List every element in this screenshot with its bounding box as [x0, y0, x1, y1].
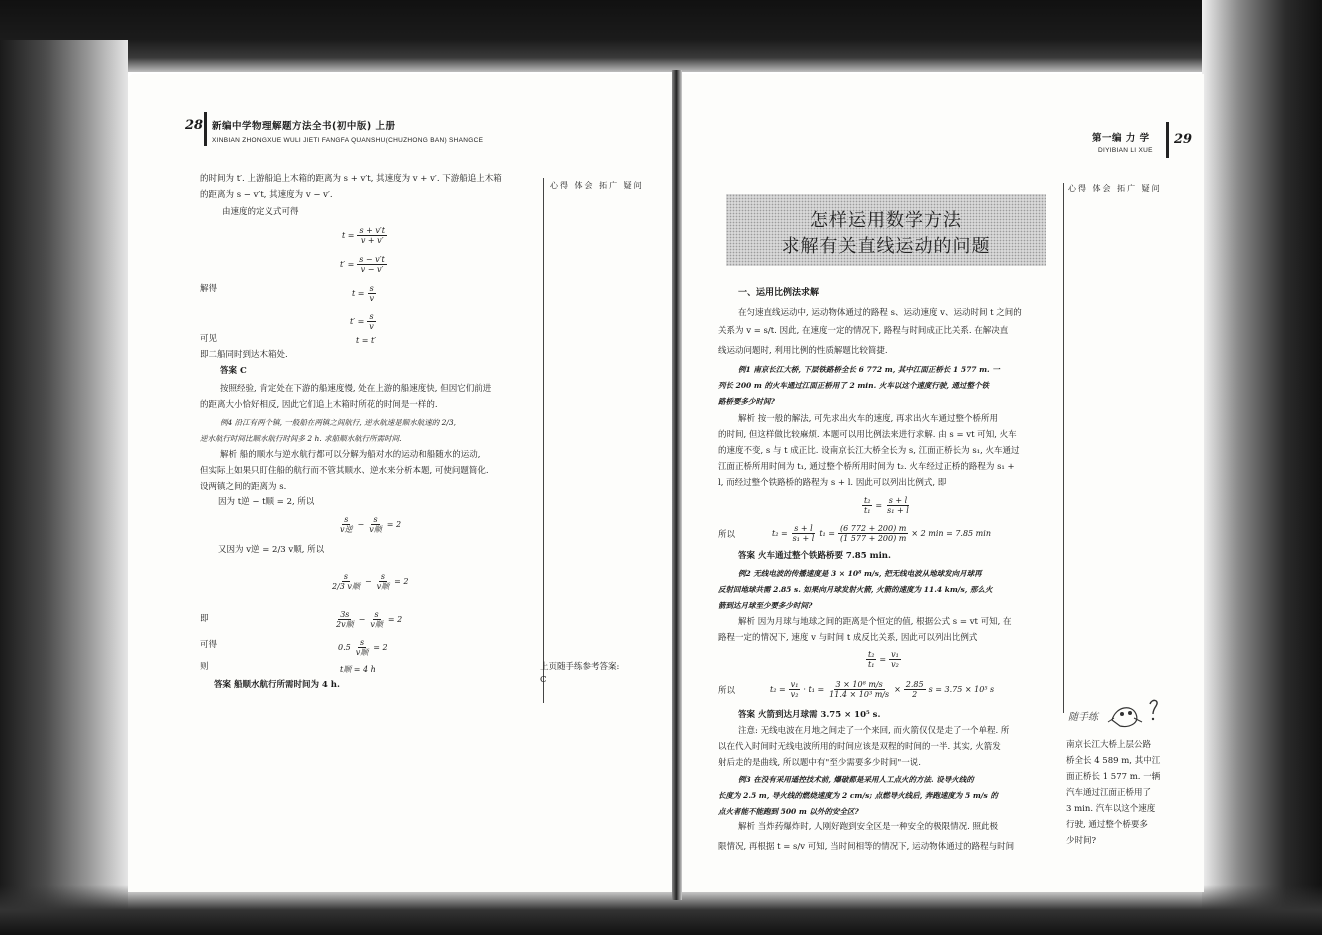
- equation-6: $\frac{s}{\text{v逆}}$ − $\frac{s}{\text{v顺}}$ = 2: [340, 515, 402, 534]
- text-line: 但实际上如果只盯住船的航行而不管其顺水、逆水来分析本题, 可使问题简化.: [200, 466, 489, 476]
- right-page-number: 29: [1174, 132, 1193, 147]
- answer-line: 答案 船顺水航行所需时间为 4 h.: [214, 680, 340, 690]
- equation-r2: t₂ = $\frac{s + l}{\text{s₁ + l}}$ t₁ = $\frac{(6 772 + 200) m}{(1 577 + 200) m}$ × 2 min = 7.85 min: [772, 524, 991, 543]
- practice-label: 随手练: [1068, 712, 1098, 723]
- text-line: 因为 t逆 − t顺 = 2, 所以: [218, 497, 315, 507]
- text-line: 的时间, 但这样做比较麻烦. 本题可以用比例法来进行求解. 由 s = vt 可知, 火车: [718, 430, 1017, 440]
- equation-10: t顺 = 4 h: [340, 665, 376, 674]
- answer-line: 答案 火车通过整个铁路桥要 7.85 min.: [738, 551, 891, 561]
- text-line: 在匀速直线运动中, 运动物体通过的路程 s、运动速度 v、运动时间 t 之间的: [738, 308, 1022, 318]
- equation-4: t′ = $\frac{s}{v}$: [350, 312, 374, 331]
- text-line: 的速度不变, s 与 t 成正比. 设南京长江大桥全长为 s, 江面正桥长为 s₁, 火车通过: [718, 446, 1020, 456]
- example-line: 反射回地球共需 2.85 s. 如果向月球发射火箭, 火箭的速度为 11.4 km/s, 那么火: [718, 585, 993, 594]
- text-line: 的距离为 s − v′t, 其速度为 v − v′.: [200, 190, 333, 200]
- text-line: 解得: [200, 284, 218, 294]
- practice-line: 行驶, 通过整个桥要多: [1066, 820, 1148, 830]
- text-line: 则: [200, 662, 209, 672]
- right-header-title: 第一编 力 学: [1092, 133, 1150, 144]
- practice-line: 汽车通过江面正桥用了: [1066, 788, 1152, 798]
- example-line: 例1 南京长江大桥, 下层铁路桥全长 6 772 m, 其中江面正桥长 1 577 m. 一: [738, 365, 1000, 374]
- text-line: 即: [200, 614, 209, 624]
- header-bar: [204, 112, 207, 146]
- text-line: l, 而经过整个铁路桥的路程为 s + l. 因此可以列出比例式, 即: [718, 478, 947, 488]
- left-header-title: 新编中学物理解题方法全书(初中版) 上册: [212, 121, 396, 132]
- text-line: 限情况, 再根据 t = s/v 可知, 当时间相等的情况下, 运动物体通过的路程与时间: [718, 842, 1015, 852]
- equation-r4: t₂ = $\frac{\text{v₁}}{\text{v₂}}$ · t₁ = $\frac{\text{3 × 10⁸ m/s}}{\text{11.4 × 10³ m/s}}$ × $\frac{2.85}{2}$ s = 3.75 × 10⁵ s: [770, 680, 995, 699]
- example-line: 长度为 2.5 m, 导火线的燃烧速度为 2 cm/s; 点燃导火线后, 奔跑速度为 5 m/s 的: [718, 791, 998, 800]
- text-line: 的距离大小恰好相反, 因此它们追上木箱时所花的时间是一样的.: [200, 400, 438, 410]
- text-line: 解析 因为月球与地球之间的距离是个恒定的值, 根据公式 s = vt 可知, 在: [738, 617, 1012, 627]
- previous-answer-value: C: [540, 675, 547, 685]
- text-line: 又因为 v逆 = 2/3 v顺, 所以: [218, 545, 325, 555]
- cartoon-illustration-icon: [1106, 696, 1164, 732]
- practice-line: 面正桥长 1 577 m. 一辆: [1066, 772, 1161, 782]
- text-line: 射后走的是曲线, 所以题中有"至少需要多少时间"一说.: [718, 758, 921, 768]
- right-header-subtitle: DIYIBIAN LI XUE: [1098, 147, 1153, 154]
- practice-line: 桥全长 4 589 m, 其中江: [1066, 756, 1161, 766]
- text-line: 由速度的定义式可得: [222, 207, 299, 217]
- text-line: 可得: [200, 640, 218, 650]
- text-line: 解析 按一般的解法, 可先求出火车的速度, 再求出火车通过整个桥所用: [738, 414, 999, 424]
- chapter-title-box: [726, 194, 1046, 266]
- answer-line: 答案 火箭到达月球需 3.75 × 10⁵ s.: [738, 710, 881, 720]
- text-line: 以在代入时间时无线电波所用的时间应该是双程的时间的一半. 其实, 火箭发: [718, 742, 1001, 752]
- text-line: 所以: [718, 530, 736, 540]
- chapter-title-line-2: 求解有关直线运动的问题: [781, 236, 991, 257]
- right-margin-label: 心得 体会 拓广 疑问: [1068, 184, 1162, 193]
- text-line: 解析 船的顺水与逆水航行都可以分解为船对水的运动和船随水的运动,: [220, 450, 481, 460]
- text-line: 即二船同时到达木箱处.: [200, 350, 288, 360]
- text-line: 设两镇之间的距离为 s.: [200, 482, 287, 492]
- equation-7: $\frac{s}{\text{2/3 v顺}}$ − $\frac{s}{\text{v顺}}$ = 2: [332, 572, 409, 591]
- text-line: 可见: [200, 334, 218, 344]
- equation-3: t = $\frac{s}{v}$: [352, 284, 374, 303]
- example-line: 例4 沿江有两个镇, 一般船在两镇之间航行, 逆水航速是顺水航速的 2/3,: [220, 418, 457, 427]
- answer-line: 答案 C: [220, 366, 247, 376]
- left-page-number: 28: [185, 118, 204, 133]
- example-line: 逆水航行时间比顺水航行时间多 2 h. 求船顺水航行所需时间.: [200, 434, 402, 443]
- text-line: 的时间为 t′. 上游船追上木箱的距离为 s + v′t, 其速度为 v + v′. 下游船追上木箱: [200, 174, 502, 184]
- equation-2: t′ = $\frac{s - v't}{v - v'}$: [340, 255, 385, 274]
- example-line: 列长 200 m 的火车通过江面正桥用了 2 min. 火车以这个速度行驶, 通过整个铁: [718, 381, 990, 390]
- text-line: 关系为 v = s/t. 因此, 在速度一定的情况下, 路程与时间成正比关系. 在解决直: [718, 326, 1009, 336]
- equation-5: t = t′: [356, 336, 377, 345]
- practice-line: 南京长江大桥上层公路: [1066, 740, 1152, 750]
- right-margin-divider: [1063, 183, 1064, 713]
- text-line: 按照经验, 肯定处在下游的船速度慢, 处在上游的船速度快, 但因它们前进: [220, 384, 492, 394]
- example-line: 点火者能不能跑到 500 m 以外的安全区?: [718, 807, 859, 816]
- text-line: 线运动问题时, 利用比例的性质解题比较简捷.: [718, 346, 888, 356]
- example-line: 例2 无线电波的传播速度是 3 × 10⁸ m/s, 把无线电波从地球发向月球再: [738, 569, 982, 578]
- section-heading: 一、运用比例法求解: [738, 288, 820, 298]
- left-margin-divider: [543, 178, 544, 703]
- scan-border-left: [0, 40, 128, 935]
- text-line: 路程一定的情况下, 速度 v 与时间 t 成反比关系, 因此可以列出比例式: [718, 633, 978, 643]
- scan-border-bottom: [0, 885, 1322, 935]
- example-line: 箭到达月球至少要多少时间?: [718, 601, 813, 610]
- practice-line: 3 min. 汽车以这个速度: [1066, 804, 1156, 814]
- equation-r3: $\frac{\text{t₂}}{\text{t₁}}$ = $\frac{\text{v₁}}{\text{v₂}}$: [868, 650, 899, 669]
- left-margin-label: 心得 体会 拓广 疑问: [550, 181, 644, 190]
- header-bar: [1166, 122, 1169, 158]
- example-line: 路桥要多少时间?: [718, 397, 775, 406]
- scan-border-right: [1202, 0, 1322, 935]
- book-spine: [672, 70, 682, 900]
- text-line: 江面正桥所用时间为 t₁, 通过整个桥所用时间为 t₂. 火车经过正桥的路程为 s₁ +: [718, 462, 1015, 472]
- equation-1: t = $\frac{s + v't}{v + v'}$: [342, 226, 385, 245]
- text-line: 所以: [718, 686, 736, 696]
- practice-line: 少时间?: [1066, 836, 1097, 846]
- equation-9: 0.5 $\frac{s}{\text{v顺}}$ = 2: [338, 638, 388, 657]
- scan-border-top: [0, 0, 1322, 72]
- chapter-title-line-1: 怎样运用数学方法: [810, 210, 962, 231]
- text-line: 注意: 无线电波在月地之间走了一个来回, 而火箭仅仅是走了一个单程. 所: [738, 726, 1010, 736]
- example-line: 例3 在没有采用遥控技术前, 爆破都是采用人工点火的方法. 设导火线的: [738, 775, 974, 784]
- equation-8: $\frac{3s}{\text{2v顺}}$ − $\frac{s}{\text{v顺}}$ = 2: [336, 610, 403, 629]
- previous-answer-label: 上页随手练参考答案:: [540, 662, 620, 672]
- equation-r1: $\frac{\text{t₂}}{\text{t₁}}$ = $\frac{s + l}{\text{s₁ + l}}$: [864, 496, 909, 515]
- left-header-subtitle: XINBIAN ZHONGXUE WULI JIETI FANGFA QUANSHU(CHUZHONG BAN) SHANGCE: [212, 137, 484, 144]
- text-line: 解析 当炸药爆炸时, 人刚好跑到安全区是一种安全的极限情况. 照此极: [738, 822, 999, 832]
